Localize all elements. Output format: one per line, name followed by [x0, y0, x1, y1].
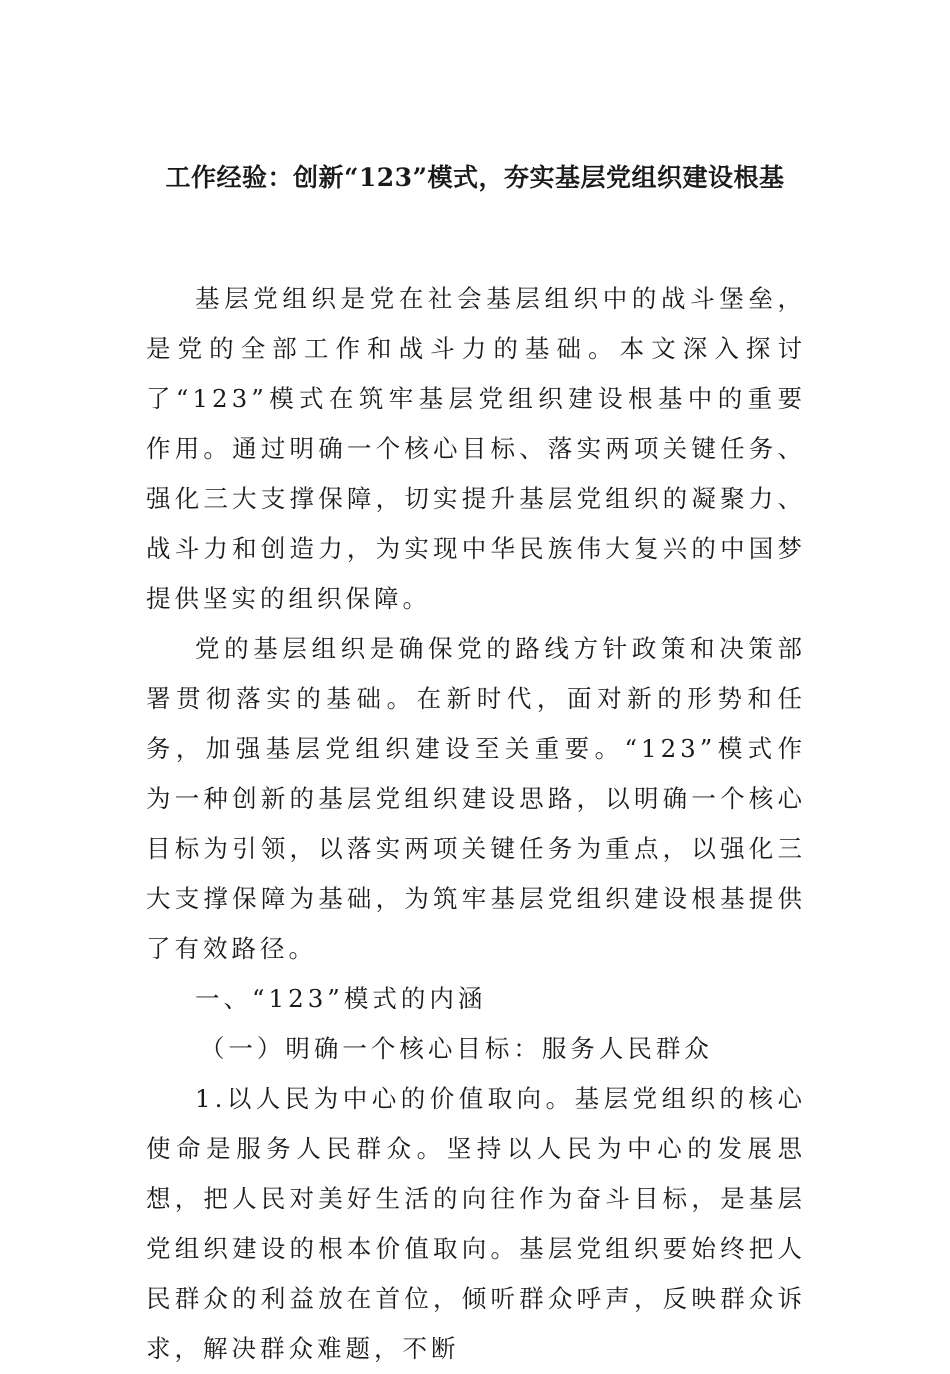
- section-heading: 一、“123”模式的内涵: [195, 984, 487, 1013]
- point-paragraph: 1.以人民为中心的价值取向。基层党组织的核心使命是服务人民群众。坚持以人民为中心的发展思想，把人民对美好生活的向往作为奋斗目标，是基层党组织建设的根本价值取向。基层党组织要始终把人民群众的利益放在首位，倾听群众呼声，反映群众诉求，解决群众难题，不断: [146, 1084, 806, 1363]
- intro-paragraph: 基层党组织是党在社会基层组织中的战斗堡垒，是党的全部工作和战斗力的基础。本文深入探讨了“123”模式在筑牢基层党组织建设根基中的重要作用。通过明确一个核心目标、落实两项关键任务、强化三大支撑保障，切实提升基层党组织的凝聚力、战斗力和创造力，为实现中华民族伟大复兴的中国梦提供坚实的组织保障。: [146, 284, 806, 613]
- document-body: [146, 274, 806, 1374]
- document-title: 工作经验：创新“123”模式，夯实基层党组织建设根基: [165, 163, 785, 192]
- subsection-heading: （一）明确一个核心目标：服务人民群众: [199, 1034, 713, 1063]
- background-paragraph: 党的基层组织是确保党的路线方针政策和决策部署贯彻落实的基础。在新时代，面对新的形势和任务，加强基层党组织建设至关重要。“123”模式作为一种创新的基层党组织建设思路，以明确一个核心目标为引领，以落实两项关键任务为重点，以强化三大支撑保障为基础，为筑牢基层党组织建设根基提供了有效路径。: [146, 634, 806, 963]
